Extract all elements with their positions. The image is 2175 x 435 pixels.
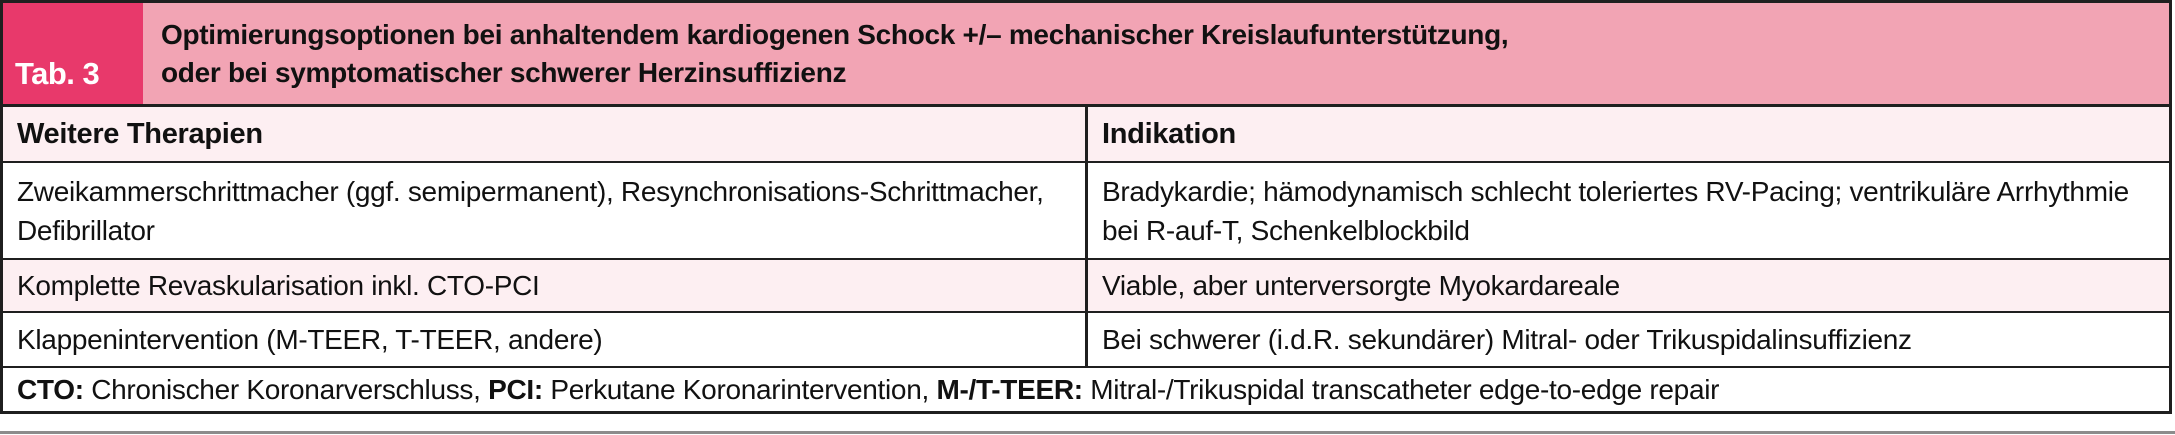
footnote-term-cto: CTO: [17, 374, 84, 405]
therapy-cell: Klappenintervention (M-TEER, T-TEER, andere) [17, 324, 603, 355]
table-title-line2: oder bei symptomatischer schwerer Herzinsuffizienz [161, 56, 847, 88]
footnote-term-pci: PCI: [488, 374, 543, 405]
table-row [3, 161, 2169, 258]
footnote-def-pci: Perkutane Koronarintervention, [550, 374, 929, 405]
footnote-def-cto: Chronischer Koronarverschluss, [91, 374, 481, 405]
table-title-band [3, 3, 2169, 107]
abbreviation-footnote [3, 368, 2169, 411]
footnote-term-teer: M-/T-TEER: [936, 374, 1083, 405]
table-title-line1: Optimierungsoptionen bei anhaltendem kardiogenen Schock +/– mechanischer Kreislaufunterstützung, [161, 18, 1509, 50]
footnote-def-teer: Mitral-/Trikuspidal transcatheter edge-to-edge repair [1090, 374, 1720, 405]
table-header-row [3, 107, 2169, 161]
table-footnote-row [3, 366, 2169, 411]
column-header-therapies: Weitere Therapien [17, 117, 263, 150]
footnote-text [17, 370, 1719, 409]
indication-cell: Bei schwerer (i.d.R. sekundärer) Mitral- oder Trikuspidalinsuffizienz [1085, 313, 2169, 366]
indication-cell: Bradykardie; hämodynamisch schlecht toleriertes RV-Pacing; ventrikuläre Arrhythmie bei R-auf-T, Schenkelblockbild [1085, 163, 2169, 258]
therapy-cell: Zweikammerschrittmacher (ggf. semipermanent), Resynchronisations-Schrittmacher, Defibrillator [17, 175, 1044, 246]
table-row [3, 258, 2169, 311]
table-title [143, 3, 2169, 104]
page-divider-rule [0, 431, 2175, 434]
therapy-cell: Komplette Revaskularisation inkl. CTO-PCI [17, 270, 540, 301]
table-row [3, 311, 2169, 366]
column-header-indication: Indikation [1085, 107, 2169, 161]
indication-cell: Viable, aber unterversorgte Myokardareale [1085, 260, 2169, 311]
table-number-chip: Tab. 3 [3, 3, 143, 104]
